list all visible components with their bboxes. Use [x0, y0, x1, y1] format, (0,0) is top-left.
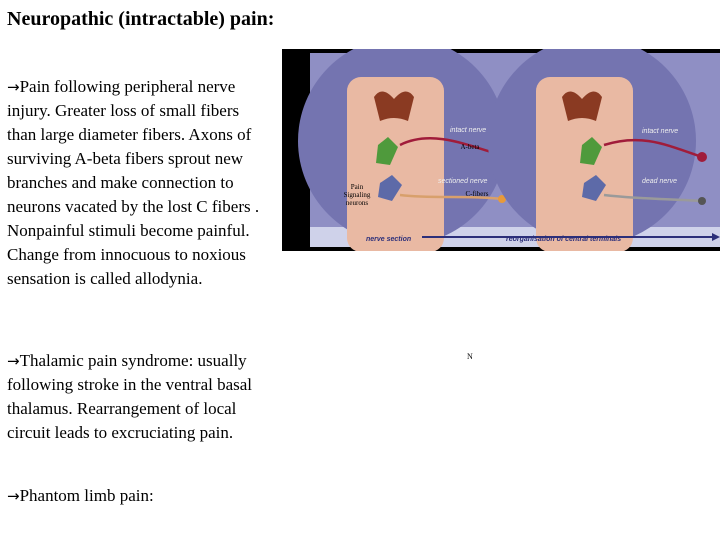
left-label-bottom: sectioned nerve: [438, 178, 488, 185]
arrow-icon: →: [7, 487, 20, 505]
figure-illustration: [282, 49, 720, 251]
bar-label-left: nerve section: [366, 236, 412, 243]
bullet-thalamic-pain: [7, 349, 272, 445]
label-a-beta: A-beta: [460, 143, 480, 151]
bullet-phantom-limb: [7, 484, 272, 508]
label-pain-neurons: Pain Signaling neurons: [343, 183, 371, 207]
bar-label-right: reorganisation of central terminals: [506, 236, 622, 243]
left-label-top: intact nerve: [450, 127, 487, 134]
right-dead-end: [698, 197, 706, 205]
bullet-peripheral-nerve-injury: [7, 75, 272, 291]
right-label-top: intact nerve: [642, 128, 679, 135]
arrow-icon: →: [7, 78, 20, 96]
bullet-text: Thalamic pain syndrome: usually following stroke in the ventral basal thalamus. Rearrangement of local circuit leads to excruciating pain.: [7, 351, 253, 442]
arrow-icon: →: [7, 352, 20, 370]
right-nerve-end: [697, 152, 707, 162]
bullet-text: Pain following peripheral nerve injury. Greater loss of small fibers than large diameter fibers. Axons of surviving A-beta fibers sprout new branches and make connection to neurons vacated by the lost C fibers . Nonpainful stimuli become painful. Change from innocuous to noxious sensation is called allodynia.: [7, 77, 260, 288]
nerve-reorganisation-figure: [282, 49, 720, 251]
label-c-fibers: C-fibers: [465, 190, 489, 198]
right-label-bottom: dead nerve: [642, 178, 678, 185]
bullet-text: Phantom limb pain:: [19, 486, 154, 505]
slide-title: Neuropathic (intractable) pain:: [7, 8, 275, 30]
stray-mark: N: [467, 352, 473, 361]
